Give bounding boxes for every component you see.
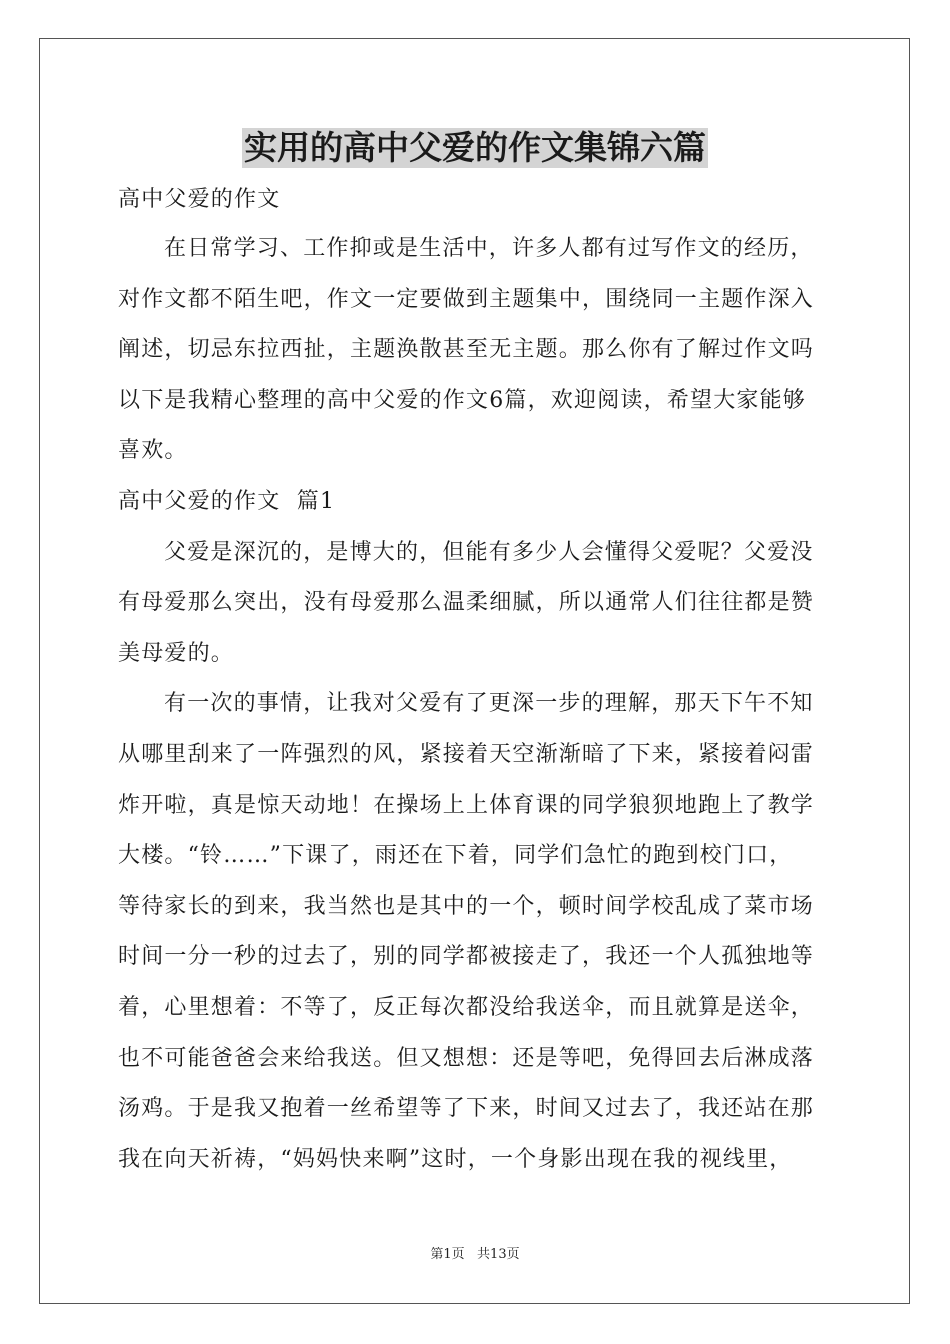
- title-container: [0, 128, 950, 168]
- section-paragraph-1: [118, 528, 834, 680]
- paragraph-line: 以下是我精心整理的高中父爱的作文6篇，欢迎阅读，希望大家能够: [118, 387, 806, 413]
- paragraph-line: 父爱是深沉的，是博大的，但能有多少人会懂得父爱呢？父爱没: [164, 539, 814, 565]
- paragraph-line: 大楼。“铃……”下课了，雨还在下着，同学们急忙的跑到校门口，: [118, 843, 793, 869]
- paragraph-line: 炸开啦，真是惊天动地！在操场上上体育课的同学狼狈地跑上了教学: [118, 792, 815, 818]
- paragraph-line: 对作文都不陌生吧，作文一定要做到主题集中，围绕同一主题作深入: [118, 286, 815, 312]
- paragraph-line: 等待家长的到来，我当然也是其中的一个，顿时间学校乱成了菜市场: [118, 893, 815, 919]
- paragraph-line: 从哪里刮来了一阵强烈的风，紧接着天空渐渐暗了下来，紧接着闷雷: [118, 741, 815, 767]
- paragraph-line: 着，心里想着：不等了，反正每次都没给我送伞，而且就算是送伞，: [118, 994, 815, 1020]
- document-body: [118, 180, 834, 1185]
- section-paragraph-2: [118, 679, 834, 1185]
- intro-paragraph: [118, 224, 834, 477]
- paragraph-line: 汤鸡。于是我又抱着一丝希望等了下来，时间又过去了，我还站在那: [118, 1096, 815, 1122]
- document-title: 实用的高中父爱的作文集锦六篇: [244, 128, 706, 167]
- paragraph-line: 有母爱那么突出，没有母爱那么温柔细腻，所以通常人们往往都是赞: [118, 590, 815, 616]
- paragraph-line: 有一次的事情，让我对父爱有了更深一步的理解，那天下午不知: [164, 691, 814, 717]
- paragraph-line: 时间一分一秒的过去了，别的同学都被接走了，我还一个人孤独地等: [118, 944, 815, 970]
- intro-heading: 高中父爱的作文: [118, 187, 281, 212]
- section-heading: 高中父爱的作文 篇1: [118, 488, 336, 514]
- paragraph-line: 喜欢。: [118, 438, 188, 464]
- page-footer: 第1页 共13页: [430, 1247, 520, 1262]
- paragraph-line: 阐述，切忌东拉西扯，主题涣散甚至无主题。那么你有了解过作文吗: [118, 337, 815, 363]
- paragraph-line: 在日常学习、工作抑或是生活中，许多人都有过写作文的经历，: [164, 236, 814, 261]
- paragraph-line: 也不可能爸爸会来给我送。但又想想：还是等吧，免得回去后淋成落: [118, 1045, 815, 1071]
- paragraph-line: 我在向天祈祷，“妈妈快来啊”这时，一个身影出现在我的视线里，: [118, 1146, 793, 1172]
- paragraph-line: 美母爱的。: [118, 640, 235, 666]
